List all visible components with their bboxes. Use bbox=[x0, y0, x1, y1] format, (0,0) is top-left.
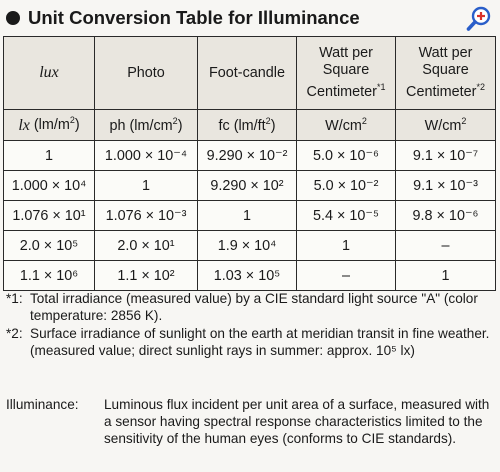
table-cell: 9.8 × 10⁻⁶ bbox=[396, 201, 496, 231]
table-row bbox=[4, 231, 496, 261]
footnote-mark: *2: bbox=[6, 326, 23, 341]
definition bbox=[6, 396, 496, 447]
table-cell: 1.9 × 10⁴ bbox=[198, 231, 297, 261]
column-header-watt-1: Watt per Square Centimeter$^{*1}$ bbox=[297, 37, 396, 110]
table-cell: 2.0 × 10¹ bbox=[95, 231, 198, 261]
table-cell: 1.076 × 10¹ bbox=[4, 201, 95, 231]
table-row bbox=[4, 171, 496, 201]
table-row bbox=[4, 201, 496, 231]
table-cell: 2.0 × 10⁵ bbox=[4, 231, 95, 261]
unit-lux-symbol: lx bbox=[18, 116, 30, 134]
table-cell: 9.290 × 10² bbox=[198, 171, 297, 201]
table-cell: 5.0 × 10⁻² bbox=[297, 171, 396, 201]
table-cell: 9.1 × 10⁻⁷ bbox=[396, 141, 496, 171]
table-cell: 1.1 × 10⁶ bbox=[4, 261, 95, 291]
column-header-watt-2: Watt per Square Centimeter$^{*2}$ bbox=[396, 37, 496, 110]
bullet-icon bbox=[6, 11, 20, 25]
table-cell: 1.03 × 10⁵ bbox=[198, 261, 297, 291]
conversion-table bbox=[3, 36, 496, 291]
table-row bbox=[4, 141, 496, 171]
table-cell: 1.000 × 10⁴ bbox=[4, 171, 95, 201]
title-bar bbox=[6, 6, 494, 30]
table-cell: 1.076 × 10⁻³ bbox=[95, 201, 198, 231]
footnotes bbox=[6, 290, 496, 360]
unit-row bbox=[4, 110, 496, 141]
footnote-1 bbox=[6, 290, 496, 324]
table-cell: 9.1 × 10⁻³ bbox=[396, 171, 496, 201]
unit-watt-2: $W/cm^2$ bbox=[396, 110, 496, 141]
unit-lux-definition: $(lm/m^2)$ bbox=[33, 115, 80, 134]
table-cell: 1 bbox=[95, 171, 198, 201]
table-cell: 1 bbox=[396, 261, 496, 291]
table-cell: 1 bbox=[4, 141, 95, 171]
table-cell: 9.290 × 10⁻² bbox=[198, 141, 297, 171]
table-cell: – bbox=[297, 261, 396, 291]
unit-foot-candle: fc $(lm/ft^2)$ bbox=[198, 110, 297, 141]
header-row bbox=[4, 37, 496, 110]
column-header-photo: Photo bbox=[95, 37, 198, 110]
unit-photo: ph $(lm/cm^2)$ bbox=[95, 110, 198, 141]
table-cell: 5.0 × 10⁻⁶ bbox=[297, 141, 396, 171]
page-title: Unit Conversion Table for Illuminance bbox=[28, 7, 360, 28]
table-cell: – bbox=[396, 231, 496, 261]
definition-term: Illuminance: bbox=[6, 397, 79, 412]
column-header-lux: lux bbox=[4, 37, 95, 110]
column-header-foot-candle: Foot-candle bbox=[198, 37, 297, 110]
table-cell: 1.1 × 10² bbox=[95, 261, 198, 291]
footnote-text: Surface irradiance of sunlight on the earth at meridian transit in fine weather. (measured value; direct sunlight rays in summer: approx. 10⁵ lx) bbox=[30, 326, 490, 358]
table-cell: 5.4 × 10⁻⁵ bbox=[297, 201, 396, 231]
magnifier-plus-icon[interactable] bbox=[466, 6, 492, 32]
definition-text: Luminous flux incident per unit area of a surface, measured with a sensor having spectral response characteristics limited to the sensitivity of the human eyes (conforms to CIE standards). bbox=[104, 397, 490, 446]
table-cell: 1.000 × 10⁻⁴ bbox=[95, 141, 198, 171]
footnote-mark: *1: bbox=[6, 291, 23, 306]
table-cell: 1 bbox=[297, 231, 396, 261]
unit-watt-1: $W/cm^2$ bbox=[297, 110, 396, 141]
table-cell: 1 bbox=[198, 201, 297, 231]
unit-lux bbox=[4, 110, 95, 141]
table-row bbox=[4, 261, 496, 291]
footnote-text: Total irradiance (measured value) by a CIE standard light source "A" (color temperature: 2856 K). bbox=[30, 291, 478, 323]
footnote-2 bbox=[6, 325, 496, 359]
